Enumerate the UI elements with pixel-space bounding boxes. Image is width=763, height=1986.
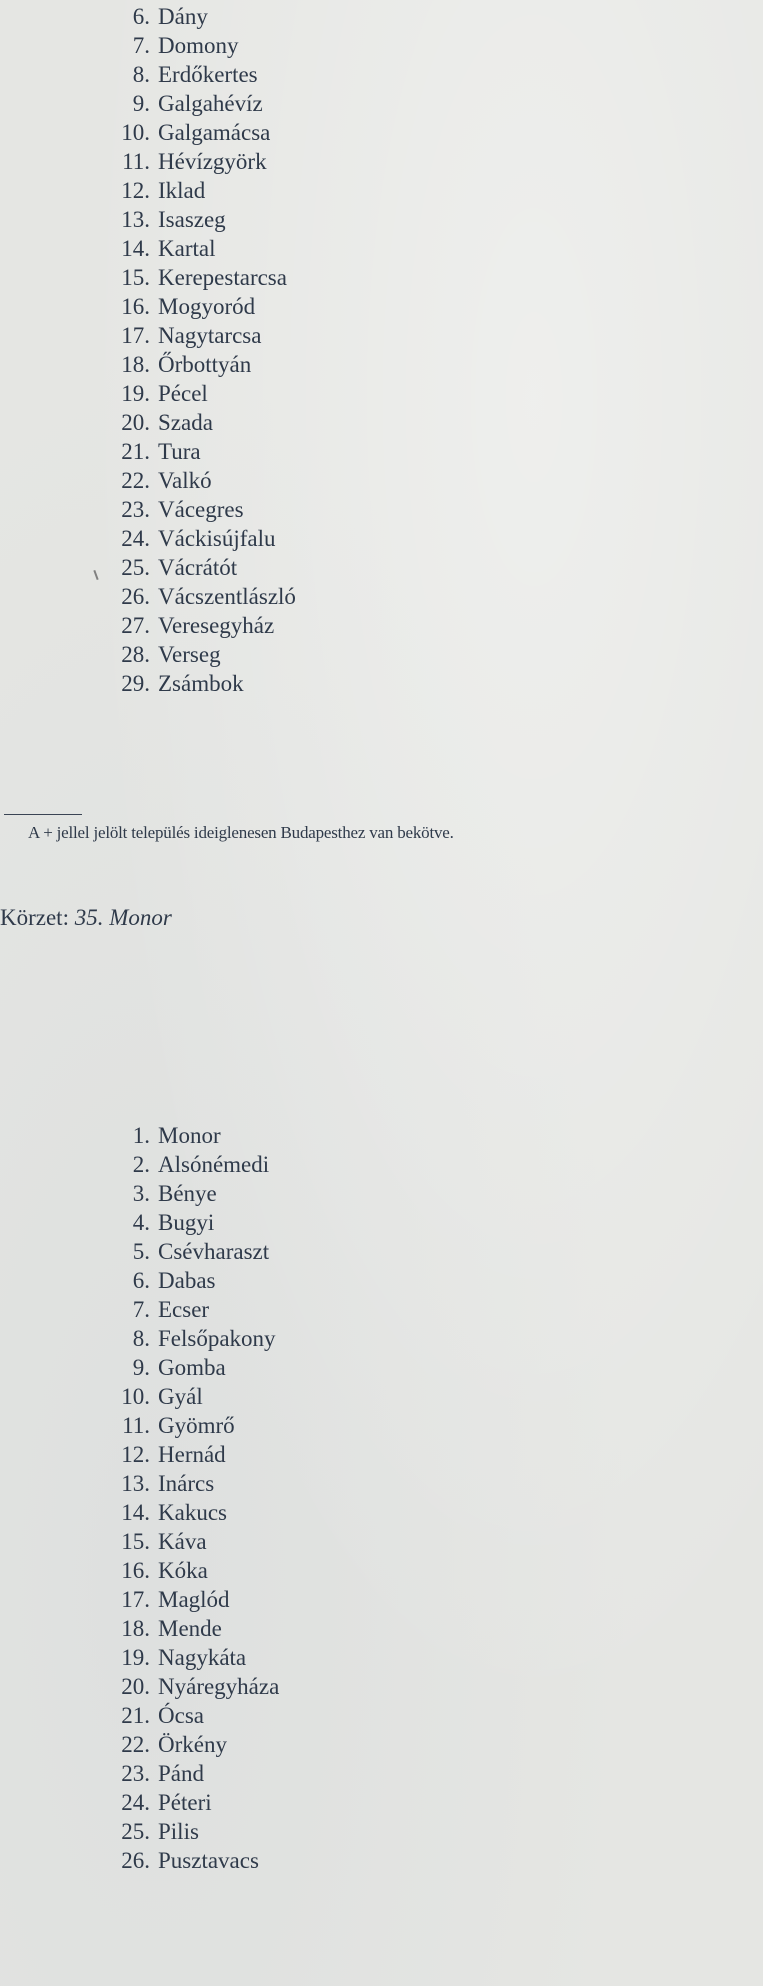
item-number: 24. (121, 526, 150, 551)
item-number: 11. (122, 149, 150, 174)
list-item (108, 31, 296, 60)
item-number: 18. (121, 1616, 150, 1641)
list-item (108, 1817, 279, 1846)
settlement-name: Bugyi (158, 1210, 215, 1235)
settlement-name: Ócsa (158, 1703, 204, 1728)
item-number: 20. (121, 410, 150, 435)
list-item (108, 321, 296, 350)
list-item (108, 495, 296, 524)
item-number: 19. (121, 381, 150, 406)
settlement-name: Vácszentlászló (158, 584, 296, 609)
settlement-name: Gyömrő (158, 1413, 235, 1438)
settlement-name: Váckisújfalu (158, 526, 276, 551)
list-item (108, 1759, 279, 1788)
item-number: 16. (121, 1558, 150, 1583)
settlement-name: Kakucs (158, 1500, 227, 1525)
settlement-name: Gyál (158, 1384, 203, 1409)
settlement-list-monor (108, 1121, 279, 1875)
list-item (108, 437, 296, 466)
list-item (108, 524, 296, 553)
list-item (108, 1266, 279, 1295)
settlement-name: Isaszeg (158, 207, 226, 232)
list-item (108, 553, 296, 582)
list-item (108, 1411, 279, 1440)
settlement-name: Szada (158, 410, 213, 435)
item-number: 21. (121, 1703, 150, 1728)
item-number: 23. (121, 497, 150, 522)
item-number: 25. (121, 555, 150, 580)
list-item (108, 1846, 279, 1875)
item-number: 26. (121, 1848, 150, 1873)
settlement-name: Örkény (158, 1732, 227, 1757)
settlement-name: Őrbottyán (158, 352, 252, 377)
list-item (108, 1121, 279, 1150)
settlement-name: Pécel (158, 381, 208, 406)
item-number: 23. (121, 1761, 150, 1786)
item-number: 9. (132, 91, 150, 116)
settlement-name: Mende (158, 1616, 222, 1641)
settlement-name: Vácegres (158, 497, 244, 522)
list-item (108, 1730, 279, 1759)
list-item (108, 292, 296, 321)
list-item (108, 234, 296, 263)
settlement-name: Nagykáta (158, 1645, 247, 1670)
list-item (108, 1382, 279, 1411)
list-item (108, 611, 296, 640)
settlement-name: Iklad (158, 178, 206, 203)
list-item (108, 205, 296, 234)
settlement-name: Monor (158, 1123, 221, 1148)
list-item (108, 669, 296, 698)
list-item (108, 1643, 279, 1672)
item-number: 7. (132, 33, 150, 58)
settlement-name: Kerepestarcsa (158, 265, 287, 290)
settlement-name: Veresegyház (158, 613, 275, 638)
list-item (108, 1179, 279, 1208)
settlement-name: Galgahévíz (158, 91, 263, 116)
settlement-name: Erdőkertes (158, 62, 258, 87)
settlement-name: Csévharaszt (158, 1239, 270, 1264)
item-number: 16. (121, 294, 150, 319)
footnote: A + jellel jelölt település ideiglenesen Budapesthez van bekötve. (28, 823, 454, 842)
item-number: 21. (121, 439, 150, 464)
item-number: 17. (121, 323, 150, 348)
settlement-name: Tura (158, 439, 201, 464)
settlement-name: Verseg (158, 642, 221, 667)
list-item (108, 2, 296, 31)
item-number: 1. (132, 1123, 150, 1148)
list-item (108, 1788, 279, 1817)
list-item (108, 1440, 279, 1469)
settlement-name: Bénye (158, 1181, 217, 1206)
district-label: Körzet: (0, 905, 69, 930)
list-item (108, 1498, 279, 1527)
item-number: 3. (132, 1181, 150, 1206)
item-number: 22. (121, 468, 150, 493)
item-number: 11. (122, 1413, 150, 1438)
settlement-name: Pilis (158, 1819, 199, 1844)
item-number: 13. (121, 207, 150, 232)
list-item (108, 466, 296, 495)
item-number: 7. (132, 1297, 150, 1322)
settlement-name: Pusztavacs (158, 1848, 259, 1873)
item-number: 2. (132, 1152, 150, 1177)
item-number: 22. (121, 1732, 150, 1757)
settlement-name: Dabas (158, 1268, 216, 1293)
list-item (108, 379, 296, 408)
settlement-name: Nyáregyháza (158, 1674, 280, 1699)
item-number: 27. (121, 613, 150, 638)
settlement-name: Valkó (158, 468, 212, 493)
item-number: 8. (132, 62, 150, 87)
footnote-rule (4, 814, 82, 815)
settlement-name: Kóka (158, 1558, 208, 1583)
settlement-name: Felsőpakony (158, 1326, 276, 1351)
list-item (108, 1469, 279, 1498)
list-item (108, 1150, 279, 1179)
settlement-name: Domony (158, 33, 239, 58)
list-item (108, 60, 296, 89)
item-number: 24. (121, 1790, 150, 1815)
item-number: 29. (121, 671, 150, 696)
list-item (108, 1585, 279, 1614)
item-number: 20. (121, 1674, 150, 1699)
list-item (108, 1701, 279, 1730)
settlement-name: Vácrátót (158, 555, 238, 580)
district-name: 35. Monor (74, 905, 172, 930)
list-item (108, 1295, 279, 1324)
item-number: 17. (121, 1587, 150, 1612)
item-number: 6. (132, 1268, 150, 1293)
item-number: 10. (121, 1384, 150, 1409)
settlement-name: Nagytarcsa (158, 323, 262, 348)
settlement-name: Káva (158, 1529, 207, 1554)
settlement-name: Zsámbok (158, 671, 244, 696)
list-item (108, 263, 296, 292)
list-item (108, 640, 296, 669)
list-item (108, 1324, 279, 1353)
settlement-name: Mogyoród (158, 294, 256, 319)
item-number: 25. (121, 1819, 150, 1844)
item-number: 14. (121, 236, 150, 261)
item-number: 15. (121, 1529, 150, 1554)
item-number: 5. (132, 1239, 150, 1264)
district-heading (0, 905, 172, 931)
list-item (108, 1237, 279, 1266)
list-item (108, 1208, 279, 1237)
item-number: 26. (121, 584, 150, 609)
item-number: 18. (121, 352, 150, 377)
item-number: 8. (132, 1326, 150, 1351)
list-item (108, 1527, 279, 1556)
item-number: 13. (121, 1471, 150, 1496)
item-number: 19. (121, 1645, 150, 1670)
settlement-name: Hévízgyörk (158, 149, 267, 174)
settlement-name: Péteri (158, 1790, 212, 1815)
settlement-name: Hernád (158, 1442, 226, 1467)
item-number: 6. (132, 4, 150, 29)
item-number: 28. (121, 642, 150, 667)
settlement-name: Maglód (158, 1587, 230, 1612)
list-item (108, 1556, 279, 1585)
item-number: 12. (121, 1442, 150, 1467)
settlement-name: Alsónémedi (158, 1152, 270, 1177)
list-item (108, 1614, 279, 1643)
settlement-name: Ecser (158, 1297, 210, 1322)
item-number: 12. (121, 178, 150, 203)
settlement-name: Dány (158, 4, 208, 29)
settlement-name: Galgamácsa (158, 120, 271, 145)
item-number: 15. (121, 265, 150, 290)
settlement-list-continued (108, 2, 296, 698)
list-item (108, 1353, 279, 1382)
item-number: 9. (132, 1355, 150, 1380)
list-item (108, 176, 296, 205)
list-item (108, 350, 296, 379)
settlement-name: Kartal (158, 236, 216, 261)
list-item (108, 147, 296, 176)
list-item (108, 118, 296, 147)
list-item (108, 408, 296, 437)
settlement-name: Pánd (158, 1761, 204, 1786)
settlement-name: Gomba (158, 1355, 226, 1380)
item-number: 10. (121, 120, 150, 145)
list-item (108, 89, 296, 118)
item-number: 14. (121, 1500, 150, 1525)
settlement-name: Inárcs (158, 1471, 215, 1496)
list-item (108, 1672, 279, 1701)
item-number: 4. (132, 1210, 150, 1235)
print-speck (93, 570, 98, 580)
show-through-texture (343, 0, 763, 1986)
list-item (108, 582, 296, 611)
